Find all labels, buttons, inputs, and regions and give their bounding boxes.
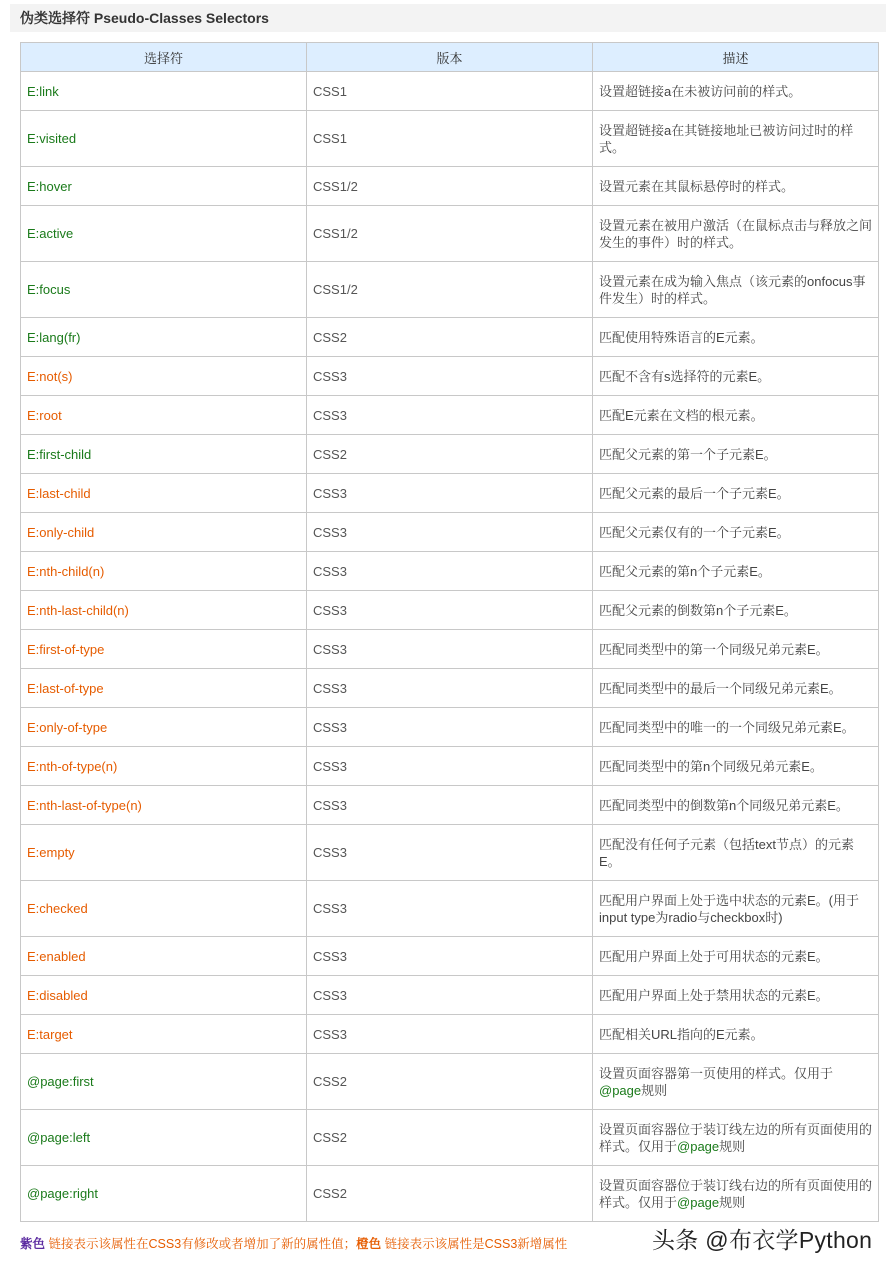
version-cell: CSS1/2 [307,167,593,206]
description-text: 设置元素在被用户激活（在鼠标点击与释放之间发生的事件）时的样式。 [599,217,873,250]
watermark: 头条 @布衣学Python [652,1227,873,1253]
version-cell: CSS2 [307,1166,593,1222]
version-cell: CSS1 [307,72,593,111]
description-text: 设置页面容器第一页使用的样式。仅用于 [599,1065,834,1081]
table-row [21,591,879,630]
table-row [21,206,879,262]
selector-link[interactable]: E:nth-child(n) [21,552,307,591]
selector-link[interactable]: @page:right [21,1166,307,1222]
version-cell: CSS2 [307,1110,593,1166]
selector-link[interactable]: E:empty [21,825,307,881]
selector-link[interactable]: E:checked [21,881,307,937]
description-cell [593,881,879,937]
description-cell [593,474,879,513]
table-row [21,937,879,976]
description-cell [593,513,879,552]
table-row [21,167,879,206]
selector-link[interactable]: E:only-child [21,513,307,552]
description-cell [593,396,879,435]
selector-link[interactable]: E:lang(fr) [21,318,307,357]
description-text: 匹配使用特殊语言的E元素。 [599,329,764,345]
description-text: 匹配用户界面上处于禁用状态的元素E。 [599,987,829,1003]
description-text: 匹配父元素的最后一个子元素E。 [599,485,790,501]
description-text: 匹配用户界面上处于选中状态的元素E。(用于input type为radio与checkbox时) [599,892,860,925]
version-cell: CSS3 [307,396,593,435]
section-title: 伪类选择符 Pseudo-Classes Selectors [10,4,886,32]
description-cell [593,708,879,747]
description-text: 匹配同类型中的最后一个同级兄弟元素E。 [599,680,842,696]
description-text: 匹配相关URL指向的E元素。 [599,1026,764,1042]
header-selector: 选择符 [21,43,307,72]
description-cell [593,591,879,630]
description-cell [593,1110,879,1166]
description-suffix: 规则 [719,1194,746,1210]
table-row [21,435,879,474]
version-cell: CSS3 [307,881,593,937]
selector-link[interactable]: E:nth-of-type(n) [21,747,307,786]
table-row [21,111,879,167]
selector-link[interactable]: E:visited [21,111,307,167]
description-text: 匹配父元素的第n个子元素E。 [599,563,771,579]
selector-link[interactable]: @page:left [21,1110,307,1166]
table-row [21,825,879,881]
description-cell [593,976,879,1015]
description-text: 设置页面容器位于装订线左边的所有页面使用的样式。仅用于 [599,1121,873,1154]
description-suffix: 规则 [719,1138,746,1154]
selector-link[interactable]: E:last-of-type [21,669,307,708]
description-cell [593,435,879,474]
version-cell: CSS1/2 [307,262,593,318]
table-row [21,669,879,708]
description-text: 匹配没有任何子元素（包括text节点）的元素E。 [599,836,854,869]
selector-link[interactable]: E:nth-last-child(n) [21,591,307,630]
table-header-row [21,43,879,72]
legend-orange-word: 橙色 [356,1237,382,1251]
description-cell [593,167,879,206]
description-cell [593,1054,879,1110]
version-cell: CSS3 [307,552,593,591]
version-cell: CSS2 [307,1054,593,1110]
table-row [21,318,879,357]
version-cell: CSS3 [307,669,593,708]
description-text: 匹配同类型中的唯一的一个同级兄弟元素E。 [599,719,855,735]
selector-link[interactable]: E:active [21,206,307,262]
selector-link[interactable]: E:enabled [21,937,307,976]
description-cell [593,552,879,591]
description-cell [593,1166,879,1222]
version-cell: CSS3 [307,630,593,669]
description-text: 匹配同类型中的倒数第n个同级兄弟元素E。 [599,797,849,813]
table-row [21,552,879,591]
version-cell: CSS3 [307,937,593,976]
version-cell: CSS3 [307,1015,593,1054]
description-text: 设置超链接a在未被访问前的样式。 [599,83,802,99]
version-cell: CSS1 [307,111,593,167]
table-row [21,1054,879,1110]
description-cell [593,262,879,318]
selector-link[interactable]: E:disabled [21,976,307,1015]
selector-link[interactable]: E:focus [21,262,307,318]
description-text: 设置元素在其鼠标悬停时的样式。 [599,178,795,194]
description-text: 匹配父元素的第一个子元素E。 [599,446,777,462]
table-row [21,1166,879,1222]
description-cell [593,669,879,708]
selector-link[interactable]: E:hover [21,167,307,206]
version-cell: CSS3 [307,747,593,786]
description-cell [593,318,879,357]
table-row [21,1015,879,1054]
version-cell: CSS3 [307,976,593,1015]
description-cell [593,111,879,167]
legend-note [20,1234,567,1252]
description-cell [593,357,879,396]
description-text: 匹配同类型中的第n个同级兄弟元素E。 [599,758,823,774]
description-cell [593,630,879,669]
description-text: 匹配E元素在文档的根元素。 [599,407,764,423]
version-cell: CSS3 [307,708,593,747]
selector-link[interactable]: E:first-of-type [21,630,307,669]
table-row [21,786,879,825]
header-description: 描述 [593,43,879,72]
version-cell: CSS3 [307,513,593,552]
pseudo-classes-table [20,42,879,1222]
selector-link[interactable]: E:not(s) [21,357,307,396]
description-text: 匹配用户界面上处于可用状态的元素E。 [599,948,829,964]
page-rule-link[interactable]: @page [677,1138,720,1154]
version-cell: CSS3 [307,786,593,825]
description-cell [593,1015,879,1054]
description-text: 匹配不含有s选择符的元素E。 [599,368,771,384]
table-row [21,630,879,669]
description-cell [593,747,879,786]
selector-link[interactable]: @page:first [21,1054,307,1110]
version-cell: CSS3 [307,825,593,881]
version-cell: CSS3 [307,474,593,513]
description-text: 匹配父元素的倒数第n个子元素E。 [599,602,797,618]
table-row [21,747,879,786]
description-text: 设置元素在成为输入焦点（该元素的onfocus事件发生）时的样式。 [599,273,866,306]
table-row [21,708,879,747]
table-row [21,474,879,513]
version-cell: CSS2 [307,435,593,474]
selector-link[interactable]: E:only-of-type [21,708,307,747]
version-cell: CSS2 [307,318,593,357]
table-row [21,396,879,435]
version-cell: CSS1/2 [307,206,593,262]
table-row [21,976,879,1015]
description-cell [593,786,879,825]
page-rule-link[interactable]: @page [677,1194,720,1210]
legend-purple-word: 紫色 [20,1237,46,1251]
selector-link[interactable]: E:first-child [21,435,307,474]
table-row [21,1110,879,1166]
description-suffix: 规则 [641,1082,668,1098]
description-text: 匹配同类型中的第一个同级兄弟元素E。 [599,641,829,657]
legend-orange-text: 链接表示该属性是CSS3新增属性 [381,1237,568,1251]
description-text: 设置超链接a在其链接地址已被访问过时的样式。 [599,122,854,155]
selector-link[interactable]: E:target [21,1015,307,1054]
selector-link[interactable]: E:link [21,72,307,111]
table-row [21,72,879,111]
version-cell: CSS3 [307,591,593,630]
version-cell: CSS3 [307,357,593,396]
description-cell [593,937,879,976]
header-version: 版本 [307,43,593,72]
selector-link[interactable]: E:root [21,396,307,435]
description-cell [593,206,879,262]
description-text: 匹配父元素仅有的一个子元素E。 [599,524,790,540]
description-cell [593,825,879,881]
page-rule-link[interactable]: @page [599,1082,642,1098]
description-text: 设置页面容器位于装订线右边的所有页面使用的样式。仅用于 [599,1177,873,1210]
legend-purple-text: 链接表示该属性在CSS3有修改或者增加了新的属性值； [45,1237,357,1251]
table-row [21,881,879,937]
table-row [21,262,879,318]
selector-link[interactable]: E:nth-last-of-type(n) [21,786,307,825]
selector-link[interactable]: E:last-child [21,474,307,513]
table-row [21,513,879,552]
table-row [21,357,879,396]
description-cell [593,72,879,111]
